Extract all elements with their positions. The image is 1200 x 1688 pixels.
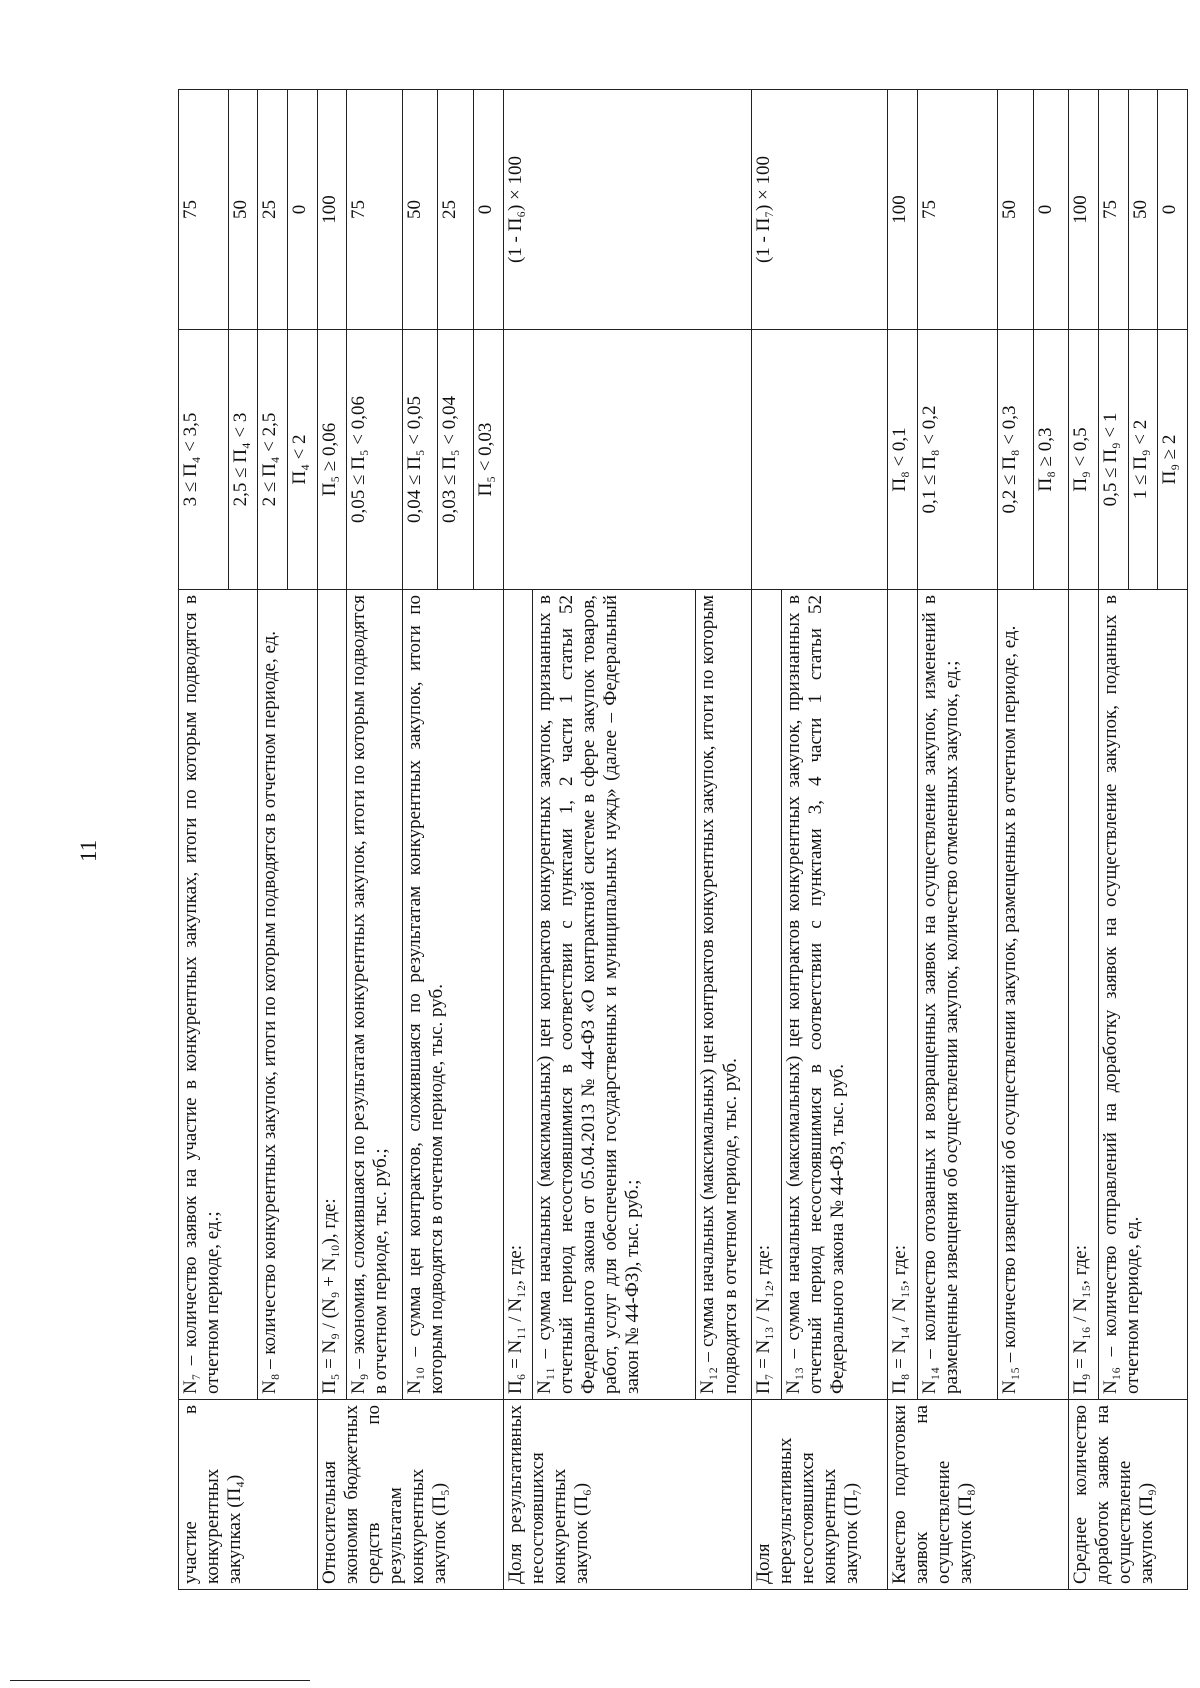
score: 75 xyxy=(917,90,997,330)
indicator-desc-p7-n13: N₁₃ – сумма начальных (максимальных) цен контрактов конкурентных закупок, признанных в отчетный период несостоявшимися в соответствии с пунктами 3, 4 части 1 статьи 52 Федерального закона № 44-ФЗ, тыс. руб. xyxy=(781,590,888,1400)
bottom-rule xyxy=(10,1680,310,1681)
score: 25 xyxy=(438,90,474,330)
indicator-desc-p4-n7: N₇ – количество заявок на участие в конкурентных закупках, итоги по которым подводятся в отчетном периоде, ед.; xyxy=(179,590,258,1400)
score-formula-p7: (1 - П₇) × 100 xyxy=(752,90,888,330)
score: 0 xyxy=(473,90,503,330)
condition: П₉ < 0,5 xyxy=(1069,330,1099,590)
indicator-name-p4: участие в конкурентных закупках (П₄) xyxy=(179,1400,318,1590)
indicator-desc-p6-n12: N₁₂ – сумма начальных (максимальных) цен контрактов конкурентных закупок, итоги по которым подводятся в отчетном периоде, тыс. руб. xyxy=(696,590,752,1400)
indicators-table-rotated xyxy=(178,90,1188,1590)
indicator-formula-p7: П₇ = N₁₃ / N₁₂, где: xyxy=(752,590,782,1400)
indicator-name-p5: Относительная экономия бюджетных средств по результатам конкурентных закупок (П₅) xyxy=(317,1400,503,1590)
condition: 0,03 ≤ П₅ < 0,04 xyxy=(438,330,474,590)
row-p5 xyxy=(317,90,347,1590)
score: 25 xyxy=(258,90,288,330)
row-p8 xyxy=(888,90,918,1590)
score: 50 xyxy=(1128,90,1158,330)
condition: 0,1 ≤ П₈ < 0,2 xyxy=(917,330,997,590)
condition: 0,2 ≤ П₈ < 0,3 xyxy=(998,330,1034,590)
row-p7 xyxy=(752,90,782,1590)
row-p5 xyxy=(347,90,403,1590)
indicator-name-p9: Среднее количество доработок заявок на осуществление закупок (П₉) xyxy=(1069,1400,1188,1590)
row-p8 xyxy=(998,90,1034,1590)
indicator-formula-p6: П₆ = N₁₁ / N₁₂, где: xyxy=(503,590,533,1400)
condition: П₄ < 2 xyxy=(287,330,317,590)
score-formula-p6: (1 - П₆) × 100 xyxy=(503,90,752,330)
score: 100 xyxy=(317,90,347,330)
row-p4 xyxy=(258,90,288,1590)
score: 50 xyxy=(402,90,438,330)
score: 0 xyxy=(1033,90,1069,330)
score: 50 xyxy=(228,90,258,330)
row-p9 xyxy=(1069,90,1099,1590)
row-p4 xyxy=(179,90,229,1590)
score: 50 xyxy=(998,90,1034,330)
score: 0 xyxy=(287,90,317,330)
score: 75 xyxy=(347,90,403,330)
condition: П₅ ≥ 0,06 xyxy=(317,330,347,590)
score: 0 xyxy=(1158,90,1188,330)
indicators-table xyxy=(178,89,1188,1590)
condition: 3 ≤ П₄ < 3,5 xyxy=(179,330,229,590)
condition: П₉ ≥ 2 xyxy=(1158,330,1188,590)
condition: 0,04 ≤ П₅ < 0,05 xyxy=(402,330,438,590)
page-number: 11 xyxy=(76,839,101,862)
condition: 1 ≤ П₉ < 2 xyxy=(1128,330,1158,590)
indicator-name-p7: Доля нерезультативных несостоявшихся конкурентных закупок (П₇) xyxy=(752,1400,888,1590)
score: 75 xyxy=(1099,90,1129,330)
score: 100 xyxy=(1069,90,1099,330)
condition: 2 ≤ П₄ < 2,5 xyxy=(258,330,288,590)
row-p5 xyxy=(402,90,438,1590)
indicator-desc-p8-n14: N₁₄ – количество отозванных и возвращенных заявок на осуществление закупок, изменений в размещенные извещения об осуществлении закупок, количество отмененных закупок, ед.; xyxy=(917,590,997,1400)
indicator-desc-p4-n8: N₈ – количество конкурентных закупок, итоги по которым подводятся в отчетном периоде, ед. xyxy=(258,590,317,1400)
row-p6 xyxy=(503,90,533,1590)
row-p9 xyxy=(1099,90,1129,1590)
indicator-formula-p9: П₉ = N₁₆ / N₁₅, где: xyxy=(1069,590,1099,1400)
row-p8 xyxy=(917,90,997,1590)
condition: П₈ < 0,1 xyxy=(888,330,918,590)
indicator-formula-p8: П₈ = N₁₄ / N₁₅, где: xyxy=(888,590,918,1400)
score: 100 xyxy=(888,90,918,330)
condition: П₅ < 0,03 xyxy=(473,330,503,590)
indicator-desc-p8-n15: N₁₅ – количество извещений об осуществлении закупок, размещенных в отчетном периоде, ед. xyxy=(998,590,1069,1400)
condition-empty xyxy=(752,330,888,590)
indicator-desc-p5-n10: N₁₀ – сумма цен контрактов, сложившаяся по результатам конкурентных закупок, итоги по которым подводятся в отчетном периоде, тыс. руб. xyxy=(402,590,503,1400)
indicator-desc-p6-n11: N₁₁ – сумма начальных (максимальных) цен контрактов конкурентных закупок, признанных в отчетный период несостоявшимися в соответствии с пунктами 1, 2 части 1 статьи 52 Федерального закона от 05.04.2013 № 44-ФЗ «О контрактной системе в сфере закупок товаров, работ, услуг для обеспечения государственных и муниципальных нужд» (далее – Федеральный закон № 44-ФЗ), тыс. руб.; xyxy=(533,590,696,1400)
indicator-formula-p5: П₅ = N₉ / (N₉ + N₁₀), где: xyxy=(317,590,347,1400)
condition: 0,05 ≤ П₅ < 0,06 xyxy=(347,330,403,590)
indicator-name-p8: Качество подготовки заявок на осуществление закупок (П₈) xyxy=(888,1400,1069,1590)
condition: П₈ ≥ 0,3 xyxy=(1033,330,1069,590)
indicator-desc-p5-n9: N₉ – экономия, сложившаяся по результатам конкурентных закупок, итоги по которым подводятся в отчетном периоде, тыс. руб.; xyxy=(347,590,403,1400)
indicator-name-p6: Доля результативных несостоявшихся конкурентных закупок (П₆) xyxy=(503,1400,752,1590)
condition: 2,5 ≤ П₄ < 3 xyxy=(228,330,258,590)
condition: 0,5 ≤ П₉ < 1 xyxy=(1099,330,1129,590)
score: 75 xyxy=(179,90,229,330)
condition-empty xyxy=(503,330,752,590)
indicator-desc-p9-n16: N₁₆ – количество отправлений на доработку заявок на осуществление закупок, поданных в отчетном периоде, ед. xyxy=(1099,590,1188,1400)
